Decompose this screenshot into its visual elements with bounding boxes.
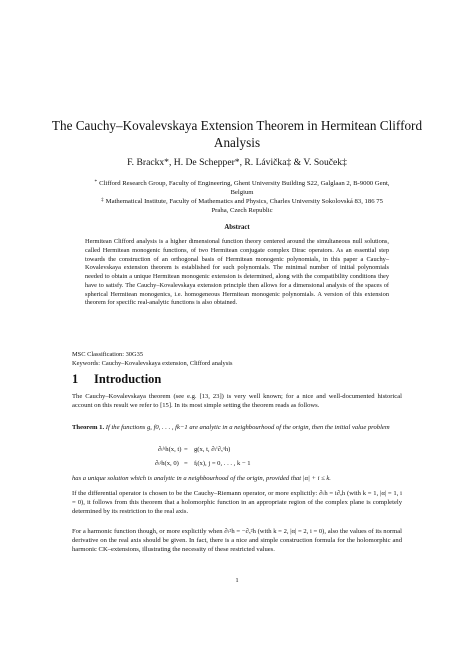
keywords: Keywords: Cauchy–Kovalevskaya extension, Clifford analysis <box>72 360 233 367</box>
section-heading <box>72 372 161 387</box>
equation-2-lhs: ∂ₜʲh(x, 0) <box>155 460 179 467</box>
theorem-hypothesis: If the functions g, f0, . . . , fk−1 are analytic in a neighbourhood of the origin, then the initial value problem <box>105 424 390 431</box>
affiliation-marker: ‡ <box>101 197 104 203</box>
abstract-heading: Abstract <box>224 224 250 231</box>
msc-classification: MSC Classification: 30G35 <box>72 351 144 358</box>
affiliation-ghent <box>92 178 392 197</box>
affiliation-text: Clifford Research Group, Faculty of Engineering, Ghent University Building S22, Galglaan 2, B-9000 Gent, Belgium <box>99 180 390 196</box>
paper-title: The Cauchy–Kovalevskaya Extension Theorem in Hermitean Clifford Analysis <box>51 118 423 150</box>
page-number: 1 <box>235 577 239 584</box>
abstract-text: Hermitean Clifford analysis is a higher dimensional function theory centered around the simultaneous null solutions, called Hermitean monogenic functions, of two Hermitean conjugate complex Dirac operators. As an essential step towards the construction of an orthogonal basis of Hermitean monogenic polynomials, in this paper a Cauchy–Kovalevskaya extension theorem is established for such polynomials. The minimal number of initial polynomials needed to obtain a unique Hermitean monogenic extension is determined, along with the compatibility conditions they have to satisfy. The Cauchy–Kovalevskaya extension principle then allows for a dimensional analysis of the spaces of spherical Hermitean monogenics, i.e. homogeneous Hermitean monogenic polynomials. A version of this extension theorem for specific real-analytic functions is also obtained. <box>85 238 389 307</box>
intro-paragraph: The Cauchy–Kovalevskaya theorem (see e.g. [13, 23]) is very well known; for a nice and well-documented historical account on this result we refer to [15]. In its most simple setting the theorem reads as follows. <box>72 393 402 410</box>
affiliation-marker: * <box>94 179 98 185</box>
affiliation-text: Mathematical Institute, Faculty of Mathematics and Physics, Charles University Sokolovská 83, 186 75 Praha, Czech Republic <box>105 198 383 214</box>
equation-1-lhs: ∂ₜᵏh(x, t) <box>158 446 182 453</box>
author-list: F. Brackx*, H. De Schepper*, R. Lávička‡ & V. Souček‡ <box>127 157 347 168</box>
equation-1-rhs: g(x, t, ∂ₜⁱ∂ₓᵅh) <box>194 446 231 453</box>
equation-1-relation: = <box>184 446 188 453</box>
theorem-label: Theorem 1. <box>72 424 105 431</box>
section-number: 1 <box>72 372 79 386</box>
theorem-conclusion: has a unique solution which is analytic in a neighbourhood of the origin, provided that |α| + i ≤ k. <box>72 475 331 482</box>
section-title: Introduction <box>94 372 162 386</box>
paragraph-harmonic: For a harmonic function though, or more explicitly when ∂ₜ²h = −∂ₓ²h (with k = 2, |α| = 2, i = 0), also the values of its normal derivative on the real axis should be given. In fact, there is a nice and simple construction formula for the holomorphic and harmonic CK–extensions, illustrating the necessity of these restricted values. <box>72 528 402 554</box>
equation-2-rhs: fⱼ(x), j = 0, . . . , k − 1 <box>194 460 251 467</box>
equation-2-relation: = <box>184 460 188 467</box>
affiliation-prague <box>92 196 392 215</box>
paragraph-cauchy-riemann: If the differential operator is chosen to be the Cauchy–Riemann operator, or more explicitly: ∂ₜh = i∂ₓh (with k = 1, |α| = 1, i = 0), it follows from this theorem that a holomorphic function in an appropriate region of the complex plane is completely determined by its restriction to the real axis. <box>72 490 402 516</box>
theorem-statement <box>72 423 402 432</box>
